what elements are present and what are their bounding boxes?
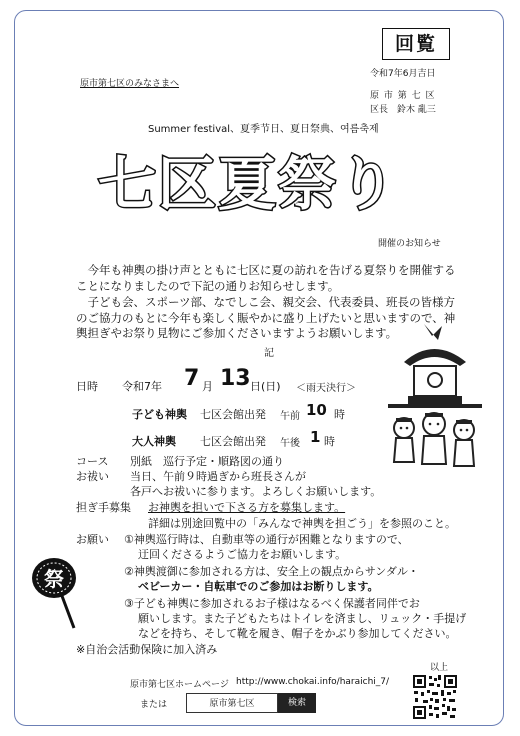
oharai-text-1: 当日、午前９時過ぎから班長さんが — [130, 470, 306, 483]
kids-mikoshi-label: 子ども神輿 — [132, 408, 187, 421]
homepage-label: 原市第七区ホームページ — [130, 680, 229, 690]
addressee: 原市第七区のみなさまへ — [80, 79, 180, 89]
rain-notice: ＜雨天決行＞ — [296, 383, 356, 394]
onegai-label: お願い — [76, 533, 109, 546]
bosyu-text: お神輿を担いで下さる方を募集します。 — [148, 501, 346, 514]
kids-mikoshi-hour: 10 — [306, 401, 327, 419]
adult-mikoshi-place: 七区会館出発 — [200, 435, 266, 448]
fan-icon — [30, 554, 78, 630]
kids-mikoshi-place: 七区会館出発 — [200, 408, 266, 421]
bosyu-detail: 詳細は別途回覧中の「みんなで神輿を担ごう」を参照のこと。 — [148, 517, 456, 530]
onegai-item2a: ②神輿渡御に参加される方は、安全上の観点からサンダル・ — [124, 565, 419, 578]
course-text: 別紙 巡行予定・順路図の通り — [130, 455, 284, 468]
ki-label: 記 — [264, 348, 274, 359]
subtitle: Summer festival、夏季节日、夏日祭典、여름축제 — [148, 124, 379, 135]
insurance-note: ※自治会活動保険に加入済み — [76, 643, 218, 656]
issue-date: 令和7年6月吉日 — [370, 69, 436, 79]
intro-paragraph-2: 子ども会、スポーツ部、なでしこ会、親交会、代表委員、班長の皆様方のご協力のもとに今年も楽しく賑やかに盛り上げたいと思いますので、神輿担ぎやお祭り見物にご参加くださいますようお願いします。 — [76, 295, 456, 340]
kids-mikoshi-ampm: 午前 — [280, 411, 300, 422]
onegai-item3a: ③子ども神輿に参加されるお子様はなるべく保護者同伴でお — [124, 597, 420, 610]
fan-character: 祭 — [44, 567, 64, 591]
kairan-stamp: 回覧 — [382, 28, 450, 60]
oharai-text-2: 各戸へお祓いに参ります。よろしくお願いします。 — [130, 485, 382, 498]
schedule-label: 日時 — [76, 380, 98, 393]
adult-mikoshi-hour: 1 — [310, 428, 321, 446]
adult-mikoshi-label: 大人神輿 — [132, 435, 176, 448]
onegai-item1a: ①神輿巡行時は、自動車等の通行が困難となりますので、 — [124, 533, 409, 546]
oharai-label: お祓い — [76, 470, 109, 483]
page-title: 七区夏祭り — [98, 150, 399, 218]
homepage-url[interactable]: http://www.chokai.info/haraichi_7/ — [236, 677, 390, 687]
onegai-item2b: ベビーカー・自転車でのご参加はお断りします。 — [138, 580, 379, 593]
sender-head: 区長 鈴木 亂三 — [370, 105, 436, 115]
bosyu-label: 担ぎ手募集 — [76, 501, 131, 514]
notice-label: 開催のお知らせ — [378, 239, 441, 249]
schedule-day: 13 — [220, 366, 251, 391]
onegai-item3c: などを持ち、そして靴を履き、帽子をかぶり参加してください。 — [138, 627, 457, 640]
schedule-era: 令和7年 — [122, 380, 162, 393]
onegai-item3b: 願いします。また子どもたちはトイレを済まし、リュック・手提げ — [138, 612, 467, 625]
kids-mikoshi-unit: 時 — [334, 408, 345, 421]
intro-paragraph-1: 今年も神輿の掛け声とともに七区に夏の訪れを告げる夏祭りを開催することになりましたので下記の通りお知らせします。 — [76, 263, 456, 293]
adult-mikoshi-ampm: 午後 — [280, 438, 300, 449]
search-or: または — [140, 700, 168, 710]
adult-mikoshi-unit: 時 — [324, 435, 335, 448]
ijo: 以上 — [430, 663, 449, 673]
search-button[interactable]: 検索 — [278, 693, 316, 713]
schedule-day-unit: 日(日) — [250, 380, 281, 393]
search-input[interactable]: 原市第七区 — [186, 693, 278, 713]
course-label: コース — [76, 455, 109, 468]
sender-district: 原 市 第 七 区 — [370, 91, 436, 101]
schedule-month: 7 — [184, 366, 200, 391]
qr-code-icon — [412, 674, 458, 720]
onegai-item1b: 迂回くださるようご協力をお願いします。 — [138, 548, 347, 561]
schedule-month-unit: 月 — [202, 380, 213, 393]
mikoshi-illustration — [382, 322, 486, 472]
